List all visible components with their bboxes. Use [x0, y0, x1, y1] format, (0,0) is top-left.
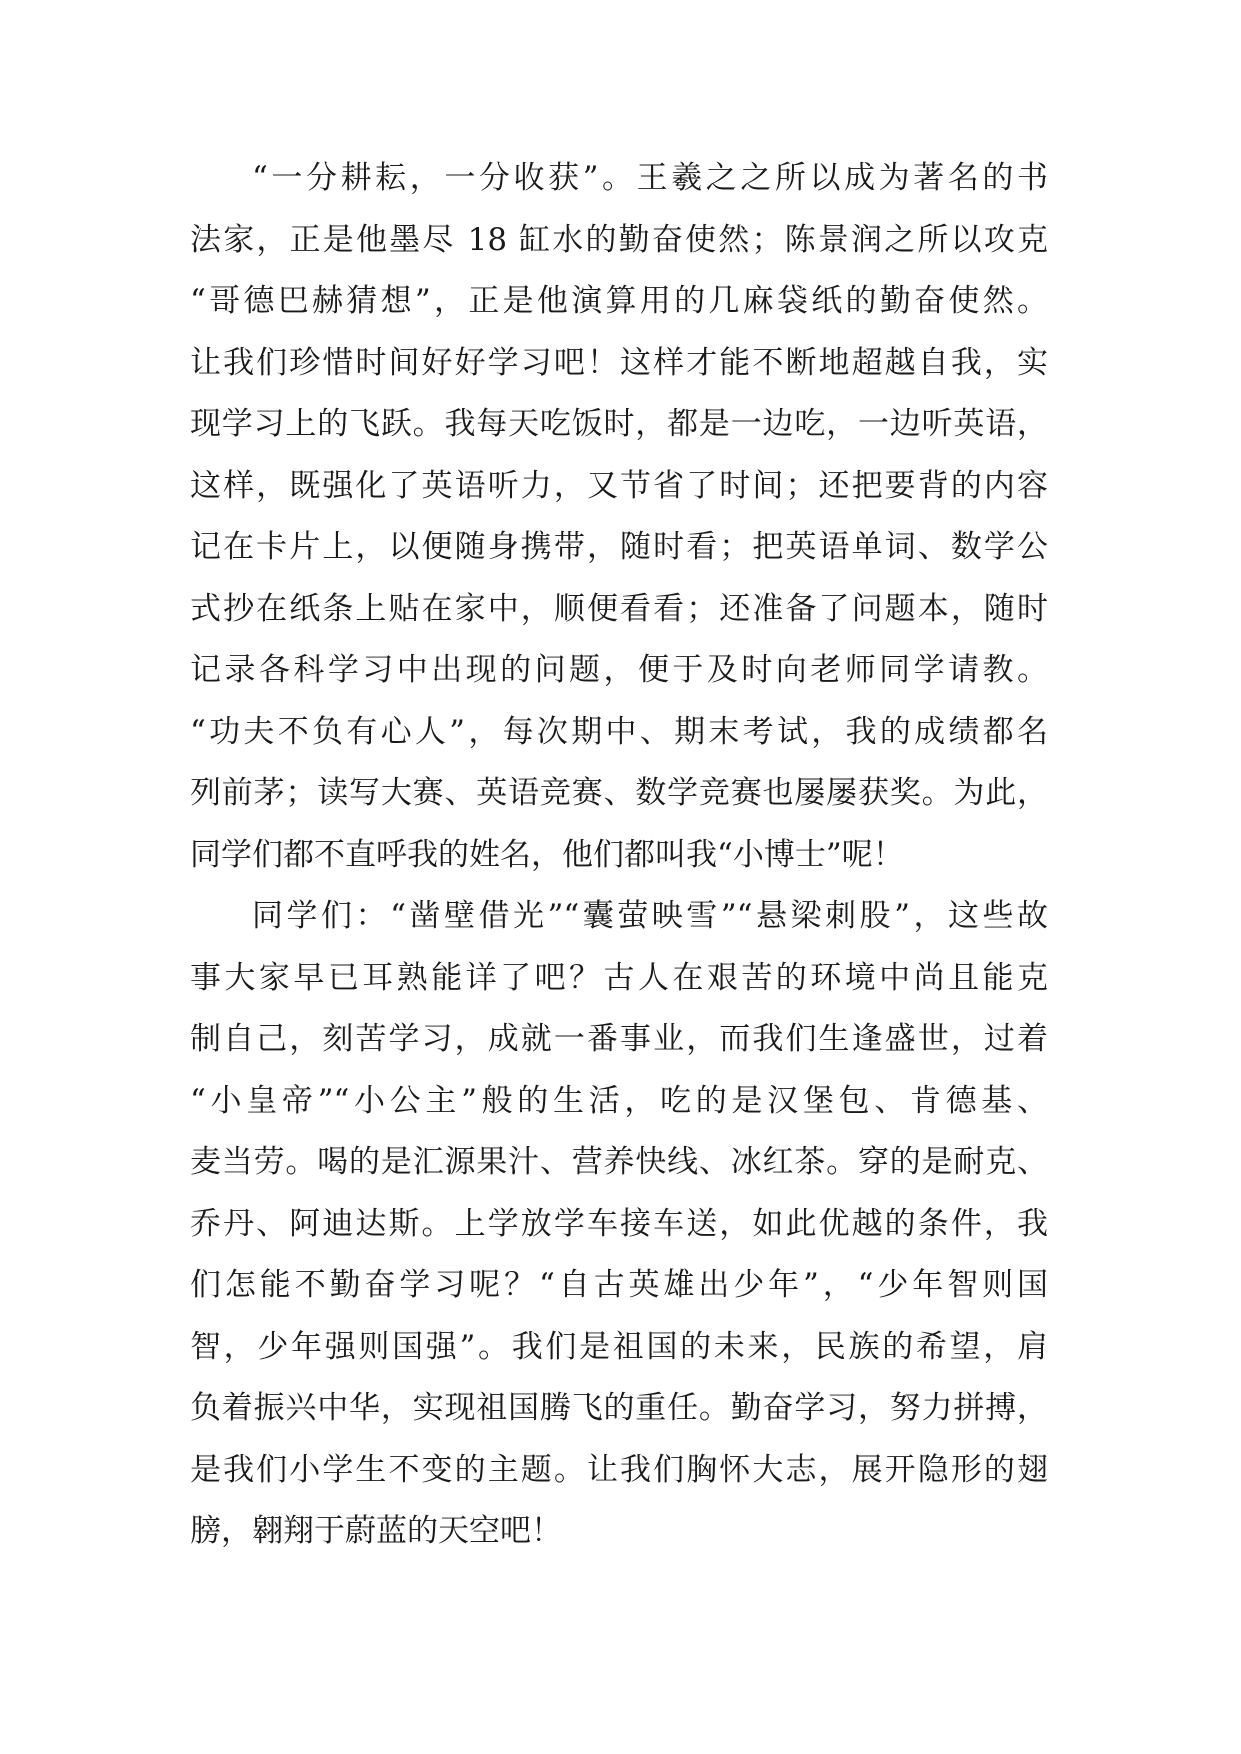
text-line: 这样，既强化了英语听力，又节省了时间；还把要背的内容	[190, 467, 1048, 504]
text-line: 麦当劳。喝的是汇源果汁、营养快线、冰红茶。穿的是耐克、	[190, 1144, 1048, 1180]
text-line: 是我们小学生不变的主题。让我们胸怀大志，展开隐形的翅	[190, 1451, 1048, 1488]
text-line: 让我们珍惜时间好好学习吧！这样才能不断地超越自我，实	[190, 344, 1048, 381]
paragraph	[190, 148, 1048, 886]
document-body	[190, 148, 1048, 1563]
text-line: 式抄在纸条上贴在家中，顺便看看；还准备了问题本，随时	[190, 590, 1048, 627]
text-line: “小皇帝”“小公主”般的生活，吃的是汉堡包、肯德基、	[190, 1082, 1048, 1119]
text-line: 们怎能不勤奋学习呢？“自古英雄出少年”，“少年智则国	[190, 1267, 1048, 1303]
text-line: “哥德巴赫猜想”，正是他演算用的几麻袋纸的勤奋使然。	[190, 283, 1048, 319]
text-line: 记录各科学习中出现的问题，便于及时向老师同学请教。	[190, 652, 1048, 688]
text-line: 法家，正是他墨尽 18 缸水的勤奋使然；陈景润之所以攻克	[190, 221, 1048, 258]
text-line: 制自己，刻苦学习，成就一番事业，而我们生逢盛世，过着	[190, 1021, 1048, 1057]
text-line: 同学们都不直呼我的姓名，他们都叫我“小博士”呢！	[190, 836, 904, 873]
paragraph	[190, 886, 1048, 1563]
text-line: “一分耕耘，一分收获”。王羲之之所以成为著名的书	[252, 160, 1048, 196]
text-line: 智，少年强则国强”。我们是祖国的未来，民族的希望，肩	[190, 1328, 1048, 1365]
text-line: 记在卡片上，以便随身携带，随时看；把英语单词、数学公	[190, 529, 1048, 565]
text-line: 现学习上的飞跃。我每天吃饭时，都是一边吃，一边听英语，	[190, 406, 1048, 442]
text-line: 负着振兴中华，实现祖国腾飞的重任。勤奋学习，努力拼搏，	[190, 1390, 1048, 1426]
text-line: 同学们：“凿壁借光”“囊萤映雪”“悬梁刺股”，这些故	[252, 898, 1048, 934]
text-line: 列前茅；读写大赛、英语竞赛、数学竞赛也屡屡获奖。为此，	[190, 775, 1048, 811]
text-line: 膀，翱翔于蔚蓝的天空吧！	[190, 1513, 562, 1549]
text-line: 乔丹、阿迪达斯。上学放学车接车送，如此优越的条件，我	[190, 1205, 1048, 1242]
text-line: 事大家早已耳熟能详了吧？古人在艰苦的环境中尚且能克	[190, 959, 1048, 996]
text-line: “功夫不负有心人”，每次期中、期末考试，我的成绩都名	[190, 713, 1048, 750]
